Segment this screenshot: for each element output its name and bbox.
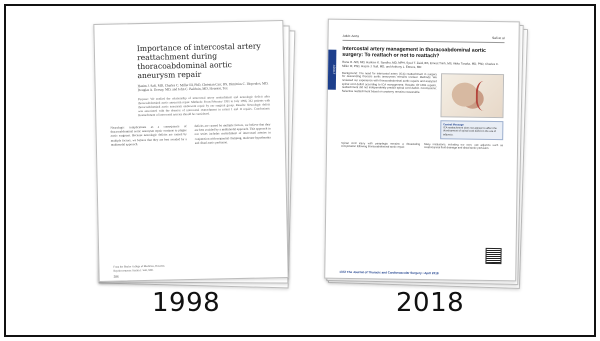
paper-abstract: Purpose: We studied the relationship of intercostal artery reattachment and neurologic deficit after thoracoabdominal aortic aneurysm repair. Methods: From February 1991 to July 1996, 342 patients with thoracoabdominal aortic aneurysm underwent repair by our surgical group. Results: Neurologic deficit was associated with the absence of intercostal reattachment in extent I and II repairs. Conclusions: Reattachment of intercostal arteries should be considered. xyxy=(137,94,271,118)
paper-authors: Rana O. Afifi, MD, Harleen K. Sandhu, MD, MPH, Syed T. Zaidi, BS, Ernest Trinh, MS, Akiko Tanaka, MD, PhD, Charles C. Miller III, PhD, Hazim J. Safi, MD, and Anthony L. Estrera, MD xyxy=(342,60,499,70)
box-title: Central Message xyxy=(443,123,464,127)
image-frame xyxy=(4,4,596,337)
box-text: ICA reattachment does not appear to affect the development of spinal cord deficit in the era of adjuncts. xyxy=(442,126,497,137)
central-message-box xyxy=(440,120,503,140)
paper-title: Intercostal artery management in thoracoabdominal aortic surgery: To reattach or not to reattach? xyxy=(342,45,486,60)
section-tab: ADULT xyxy=(328,50,337,90)
paper-abstract: Background: The need for intercostal artery (ICA) reattachment in surgery for descending thoracic aortic aneurysms remains unclear. Methods: We reviewed our experience with thoracoabdominal aortic repairs and analyzed spinal cord deficit according to ICA management. Results: Of 1091 repairs, reattachment did not independently predict spinal cord deficit. Conclusions: Selective reattachment based on anatomy remains reasonable. xyxy=(341,70,437,94)
paper-2018 xyxy=(324,19,520,282)
header-section: Adult: Aorta xyxy=(342,33,360,39)
body-column: deficits are caused by multiple factors, we believe that they are best avoided by a multimodal approach. This approach in our series includes reattachment of intercostal arteries in conjunction with sequential clamping, moderate hypothermia and distal aortic perfusion. xyxy=(194,122,271,145)
paper-columns xyxy=(341,142,503,151)
paper-authors: Hazim J. Safi, MD, Charles C. Miller III, PhD, Christian Carr, BS, Dimitrios C. Iliopoulos, MD, Douglas A. Dorsay, MD, and John C. Baldwin, MD, Houston, Tex xyxy=(137,81,269,93)
paper-sidebar xyxy=(440,73,504,140)
body-column: Many institutions, including our own, use adjuncts such as cerebrospinal fluid drainage and distal aortic perfusion. xyxy=(424,143,504,151)
paper-body xyxy=(110,123,270,147)
paper-1998 xyxy=(93,20,288,282)
year-label-2018: 2018 xyxy=(396,288,465,318)
paper-title: Importance of intercostal artery reattachment during thoracoabdominal aortic aneurysm repair xyxy=(136,41,261,81)
year-label-1998: 1998 xyxy=(152,288,221,318)
journal-footer: 1372 The Journal of Thoracic and Cardiovascular Surgery • April 2018 xyxy=(339,269,439,276)
paper-body xyxy=(341,72,504,140)
qr-code xyxy=(485,248,501,264)
body-column: Neurologic complications as a consequence of thoracoabdominal aortic aneurysm repair continue to plague aortic surgeons. Because neurologic deficits are caused by multiple factors, we believe that they are best avoided by a multimodal approach. xyxy=(110,124,187,147)
body-column: Spinal cord injury with paraplegia remains a devastating complication following thoracoabdominal aortic repair. xyxy=(341,141,421,150)
page-number: 286 xyxy=(113,274,119,279)
paper-footnote: From the Baylor College of Medicine, Houston. Reprint requests: Hazim J. Safi, MD. xyxy=(113,264,166,273)
header-authors: Safi et al xyxy=(492,35,505,41)
anatomy-figure xyxy=(440,73,504,118)
journal-header xyxy=(343,34,505,43)
